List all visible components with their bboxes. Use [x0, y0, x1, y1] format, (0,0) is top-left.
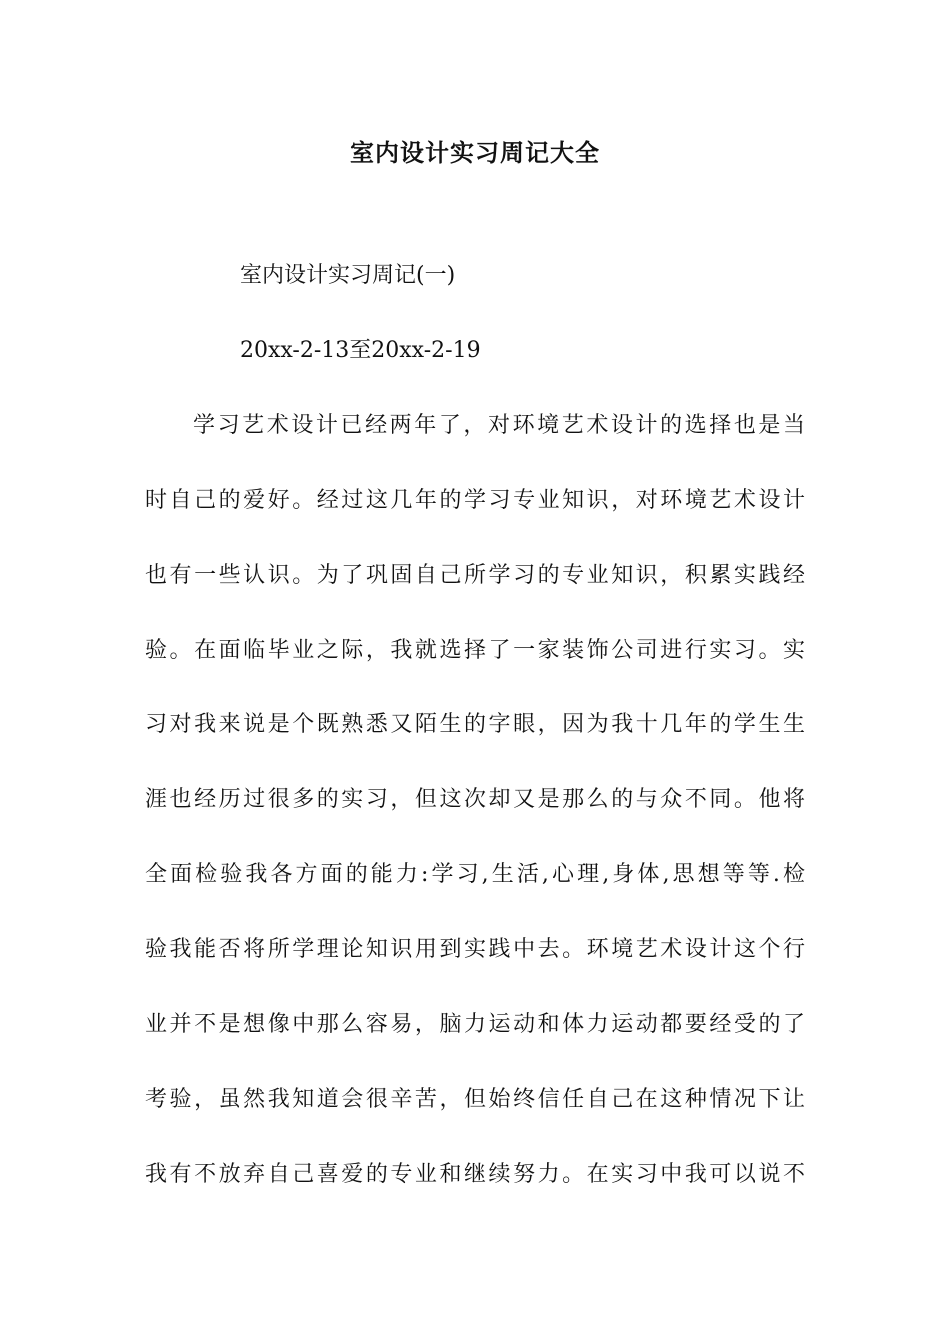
paragraph-line: 验我能否将所学理论知识用到实践中去。环境艺术设计这个行 — [145, 937, 805, 962]
paragraph-line: 涯也经历过很多的实习，但这次却又是那么的与众不同。他将 — [145, 787, 805, 812]
paragraph-line: 学习艺术设计已经两年了，对环境艺术设计的选择也是当 — [193, 413, 805, 438]
paragraph-line: 我有不放弃自己喜爱的专业和继续努力。在实习中我可以说不 — [145, 1162, 805, 1187]
document-subtitle: 室内设计实习周记(一) — [240, 263, 456, 288]
document-title: 室内设计实习周记大全 — [350, 138, 600, 167]
paragraph-line: 业并不是想像中那么容易，脑力运动和体力运动都要经受的了 — [145, 1012, 805, 1037]
paragraph-line: 也有一些认识。为了巩固自己所学习的专业知识，积累实践经 — [145, 563, 805, 588]
paragraph-line: 习对我来说是个既熟悉又陌生的字眼，因为我十几年的学生生 — [145, 712, 805, 737]
paragraph-line: 时自己的爱好。经过这几年的学习专业知识，对环境艺术设计 — [145, 488, 805, 513]
date-range: 20xx-2-13至20xx-2-19 — [240, 338, 481, 363]
paragraph-line: 全面检验我各方面的能力:学习,生活,心理,身体,思想等等.检 — [145, 862, 805, 887]
paragraph-line: 考验，虽然我知道会很辛苦，但始终信任自己在这种情况下让 — [145, 1087, 805, 1112]
paragraph-line: 验。在面临毕业之际，我就选择了一家装饰公司进行实习。实 — [145, 638, 805, 663]
